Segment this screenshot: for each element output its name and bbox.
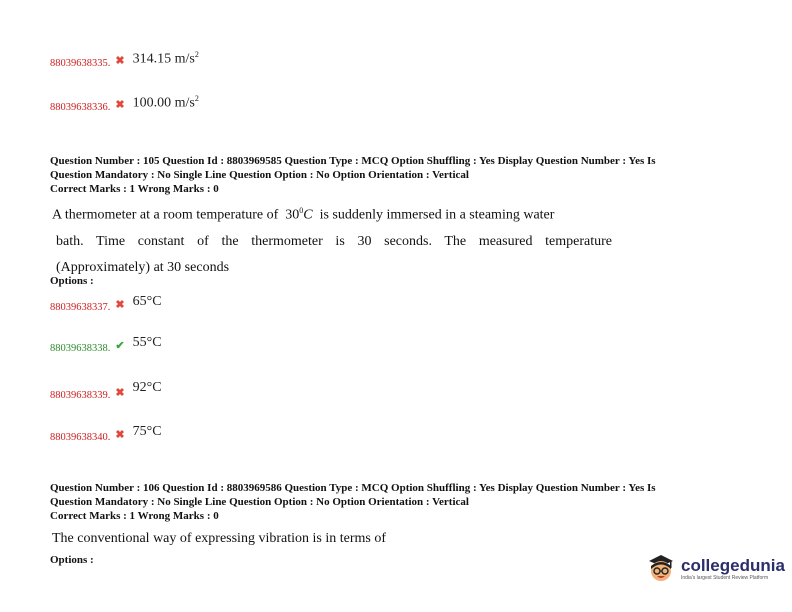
- question-text-line: bath. Time constant of the thermometer is 30 seconds. The measured temperature: [56, 233, 612, 249]
- cross-mark-icon: ✖: [115, 429, 125, 441]
- question-marks: Correct Marks : 1 Wrong Marks : 0: [50, 510, 219, 522]
- question-text: [52, 198, 622, 281]
- option-id: 88039638339.: [50, 390, 111, 401]
- option-value: 55°C: [132, 335, 162, 350]
- question-marks: Correct Marks : 1 Wrong Marks : 0: [50, 183, 219, 195]
- option-row: [50, 424, 162, 443]
- option-value: 314.15 $m/s^2$: [132, 50, 199, 67]
- logo-name: collegedunia: [681, 555, 785, 575]
- cross-mark-icon: ✖: [115, 99, 125, 111]
- option-row: [50, 335, 162, 354]
- question-header-line: Question Number : 106 Question Id : 8803969586 Question Type : MCQ Option Shuffling : Yes Display Question Number : Yes Is: [50, 482, 656, 494]
- question-header-line: Question Mandatory : No Single Line Question Option : No Option Orientation : Vertical: [50, 496, 469, 508]
- cross-mark-icon: ✖: [115, 55, 125, 67]
- option-row: [50, 50, 199, 69]
- check-mark-icon: ✔: [115, 340, 125, 352]
- question-text-line: A thermometer at a room temperature of $30^0C$ is suddenly immersed in a steaming water: [52, 206, 555, 223]
- question-text-line: The conventional way of expressing vibration is in terms of: [52, 531, 386, 546]
- option-value: 65°C: [132, 294, 162, 309]
- collegedunia-logo: [645, 552, 785, 584]
- question-header-line: Question Number : 105 Question Id : 8803969585 Question Type : MCQ Option Shuffling : Yes Display Question Number : Yes Is: [50, 155, 656, 167]
- option-id: 88039638340.: [50, 432, 111, 443]
- cross-mark-icon: ✖: [115, 299, 125, 311]
- question-text-line: (Approximately) at 30 seconds: [56, 259, 230, 275]
- option-id: 88039638335.: [50, 58, 111, 69]
- logo-mascot-icon: [645, 552, 677, 584]
- option-row: [50, 294, 162, 313]
- option-row: [50, 94, 199, 113]
- option-id: 88039638338.: [50, 343, 111, 354]
- cross-mark-icon: ✖: [115, 387, 125, 399]
- options-label: Options :: [50, 275, 94, 287]
- question-header: [50, 481, 750, 523]
- option-id: 88039638336.: [50, 102, 111, 113]
- option-row: [50, 380, 162, 401]
- option-value: 75°C: [132, 424, 162, 439]
- logo-tagline: India's largest Student Review Platform: [681, 574, 769, 581]
- question-header-line: Question Mandatory : No Single Line Question Option : No Option Orientation : Vertical: [50, 169, 469, 181]
- option-value: 92°C: [132, 380, 162, 395]
- option-value: 100.00 $m/s^2$: [132, 94, 199, 111]
- option-id: 88039638337.: [50, 302, 111, 313]
- options-label: Options :: [50, 554, 94, 566]
- question-header: [50, 154, 750, 196]
- question-text: [52, 526, 622, 552]
